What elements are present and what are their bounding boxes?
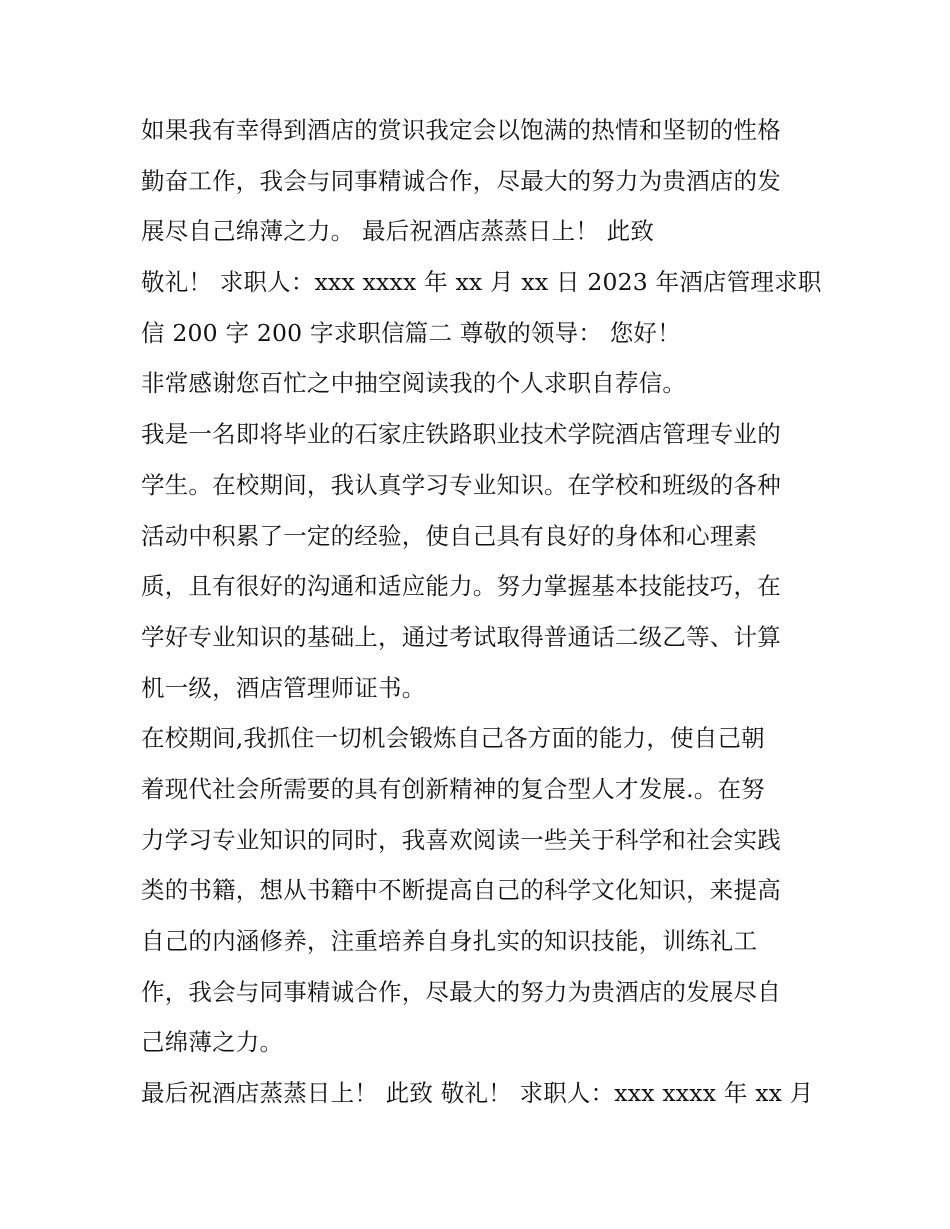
- text-line: 质，且有很好的沟通和适应能力。努力掌握基本技能技巧，在: [141, 572, 781, 601]
- text-line: 最后祝酒店蒸蒸日上！ 此致 敬礼！ 求职人：xxx xxxx 年 xx 月: [141, 1079, 814, 1108]
- text-line: 勤奋工作，我会与同事精诚合作，尽最大的努力为贵酒店的发: [141, 166, 781, 195]
- text-line: 我是一名即将毕业的石家庄铁路职业技术学院酒店管理专业的: [141, 420, 781, 449]
- text-line: 展尽自己绵薄之力。 最后祝酒店蒸蒸日上！ 此致: [141, 217, 655, 246]
- text-line: 学好专业知识的基础上，通过考试取得普通话二级乙等、计算: [141, 622, 781, 651]
- text-line: 非常感谢您百忙之中抽空阅读我的个人求职自荐信。: [141, 369, 687, 398]
- text-line: 学生。在校期间，我认真学习专业知识。在学校和班级的各种: [141, 470, 781, 499]
- text-line: 己绵薄之力。: [141, 1028, 284, 1057]
- text-line: 自己的内涵修养，注重培养自身扎实的知识技能，训练礼工: [141, 927, 758, 955]
- text-line: 信 200 字 200 字求职信篇二 尊敬的领导： 您好！: [141, 318, 681, 347]
- text-line: 力学习专业知识的同时，我喜欢阅读一些关于科学和社会实践: [141, 825, 781, 854]
- letter-body: [141, 110, 821, 1124]
- text-line: 如果我有幸得到酒店的赏识我定会以饱满的热情和坚韧的性格: [141, 116, 781, 144]
- text-line: 着现代社会所需要的具有创新精神的复合型人才发展.。在努: [141, 774, 765, 803]
- text-line: 敬礼！ 求职人：xxx xxxx 年 xx 月 xx 日 2023 年酒店管理求职: [141, 268, 822, 297]
- text-line: 机一级，酒店管理师证书。: [141, 673, 426, 702]
- text-line: 在校期间,我抓住一切机会锻炼自己各方面的能力，使自己朝: [141, 724, 765, 753]
- text-line: 活动中积累了一定的经验，使自己具有良好的身体和心理素: [141, 521, 758, 550]
- text-line: 类的书籍，想从书籍中不断提高自己的科学文化知识，来提高: [141, 876, 781, 905]
- text-line: 作，我会与同事精诚合作，尽最大的努力为贵酒店的发展尽自: [141, 977, 781, 1006]
